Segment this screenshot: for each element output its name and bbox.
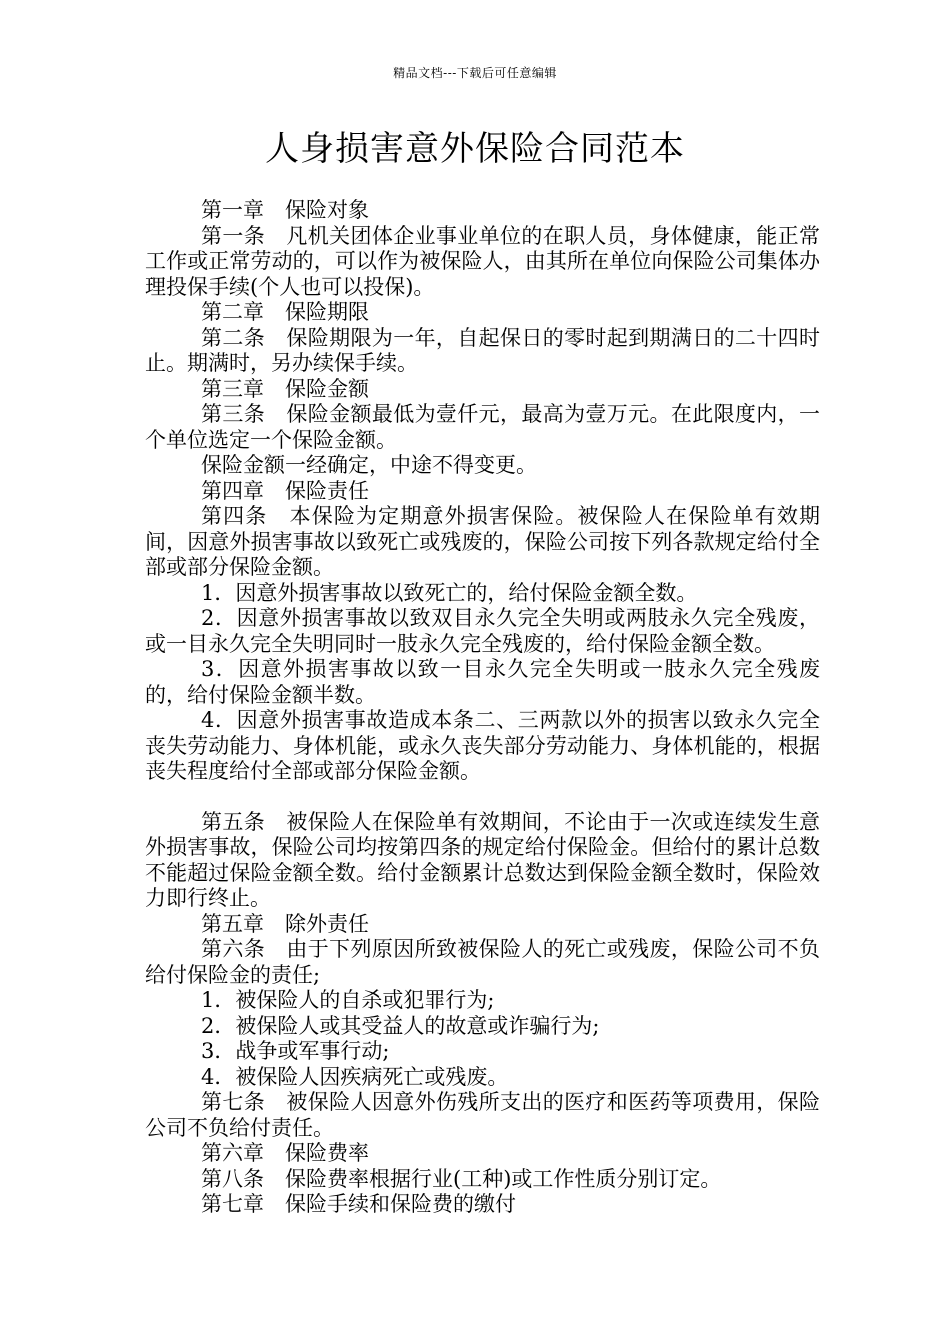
article-paragraph: 第二条 保险期限为一年，自起保日的零时起到期满日的二十四时止。期满时，另办续保手续。: [145, 325, 820, 375]
chapter-heading: 第四章 保险责任: [201, 478, 369, 503]
chapter-heading: 第一章 保险对象: [201, 198, 369, 222]
article-paragraph: 第四条 本保险为定期意外损害保险。被保险人在保险单有效期间，因意外损害事故以致死亡或残废的，保险公司按下列各款规定给付全部或部分保险金额。: [145, 504, 820, 579]
article-paragraph: 第一条 凡机关团体企业事业单位的在职人员，身体健康，能正常工作或正常劳动的，可以作为被保险人，由其所在单位向保险公司集体办理投保手续(个人也可以投保)。: [145, 223, 820, 299]
chapter-heading: 第五章 除外责任: [201, 911, 369, 936]
list-item: 4．因意外损害事故造成本条二、三两款以外的损害以致永久完全丧失劳动能力、身体机能，或永久丧失部分劳动能力、身体机能的，根据丧失程度给付全部或部分保险金额。: [145, 708, 820, 783]
list-item: 3．战争或军事行动;: [201, 1039, 390, 1063]
chapter-heading: 第六章 保险费率: [201, 1141, 369, 1165]
chapter-heading: 第三章 保险金额: [201, 376, 369, 401]
article-paragraph: 第八条 保险费率根据行业(工种)或工作性质分别订定。: [201, 1166, 722, 1191]
header-note: 精品文档---下载后可任意编辑: [393, 66, 557, 80]
list-item: 2．被保险人或其受益人的故意或诈骗行为;: [201, 1013, 600, 1038]
document-title: 人身损害意外保险合同范本: [265, 129, 685, 169]
list-item: 1．因意外损害事故以致死亡的，给付保险金额全数。: [201, 580, 698, 605]
article-paragraph: 第三条 保险金额最低为壹仟元，最高为壹万元。在此限度内，一个单位选定一个保险金额。: [145, 402, 820, 452]
document-body: [145, 198, 820, 1218]
article-paragraph: 第七条 被保险人因意外伤残所支出的医疗和医药等项费用，保险公司不负给付责任。: [145, 1090, 820, 1140]
chapter-heading: 第七章 保险手续和保险费的缴付: [201, 1192, 516, 1216]
chapter-heading: 第二章 保险期限: [201, 300, 369, 324]
article-paragraph: 第六条 由于下列原因所致被保险人的死亡或残废，保险公司不负给付保险金的责任;: [145, 937, 820, 987]
article-paragraph: 第五条 被保险人在保险单有效期间，不论由于一次或连续发生意外损害事故，保险公司均按第四条的规定给付保险金。但给付的累计总数不能超过保险金额全数。给付金额累计总数达到保险金额全数时，保险效力即行终止。: [145, 809, 820, 910]
list-item: 4．被保险人因疾病死亡或残废。: [201, 1064, 509, 1089]
list-item: 3．因意外损害事故以致一目永久完全失明或一肢永久完全残废的，给付保险金额半数。: [145, 657, 820, 707]
list-item: 1．被保险人的自杀或犯罪行为;: [201, 988, 495, 1012]
list-item: 2．因意外损害事故以致双目永久完全失明或两肢永久完全残废，或一目永久完全失明同时一肢永久完全残废的，给付保险金额全数。: [145, 606, 820, 656]
body-paragraph: 保险金额一经确定，中途不得变更。: [201, 453, 537, 477]
